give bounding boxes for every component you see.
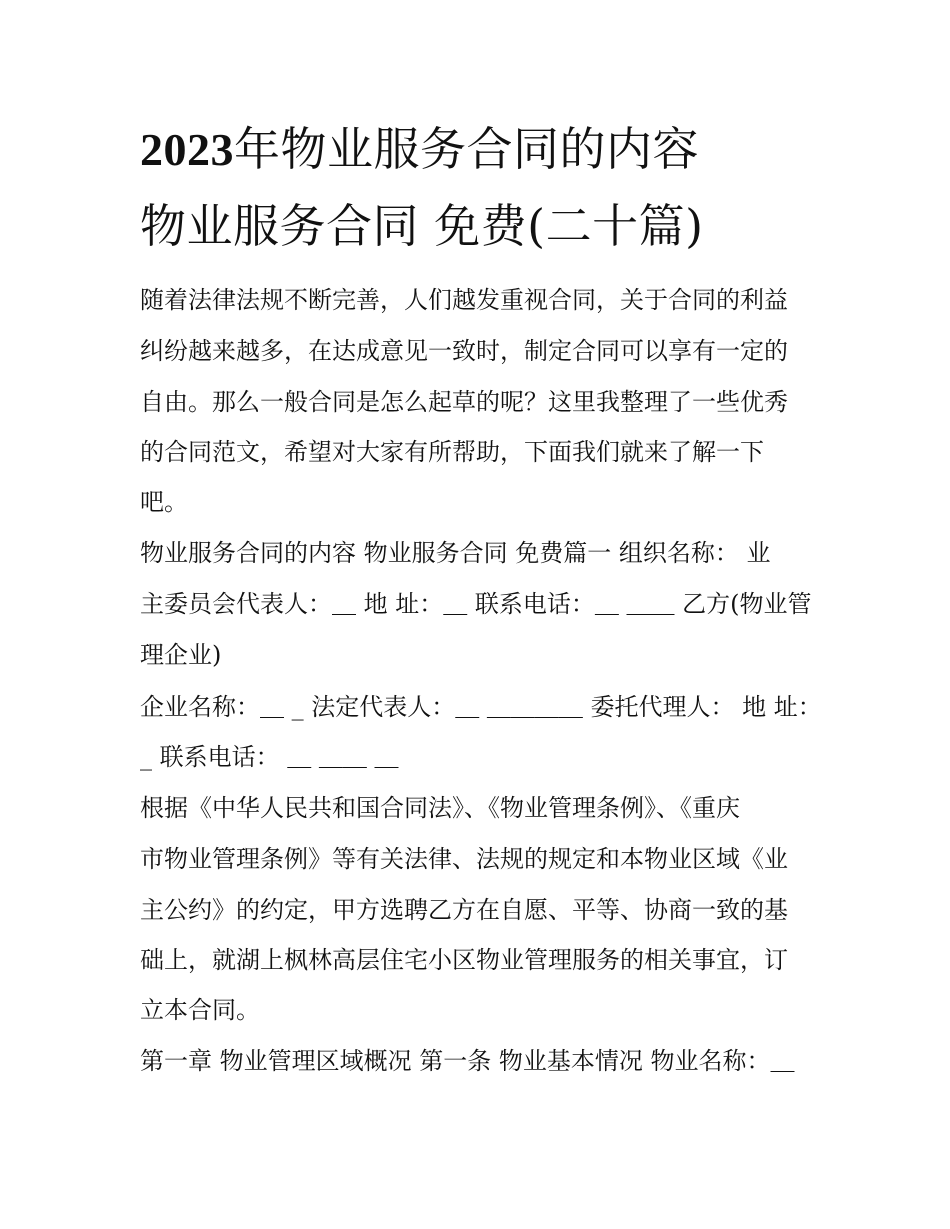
- text-line: 的合同范文，希望对大家有所帮助，下面我们就来了解一下: [140, 438, 764, 466]
- text-line: 吧。: [140, 488, 188, 516]
- text-line: 企业名称：＿ _ 法定代表人：＿ ＿＿＿＿ 委托代理人： 地 址：: [140, 693, 822, 721]
- text-line: 第一章 物业管理区域概况 第一条 物业基本情况 物业名称：＿: [140, 1047, 795, 1075]
- text-line: 物业服务合同的内容 物业服务合同 免费篇一 组织名称： 业: [140, 539, 771, 567]
- text-line: 理企业): [140, 641, 222, 669]
- text-line: 根据《中华人民共和国合同法》、《物业管理条例》、《重庆: [140, 794, 740, 822]
- text-line: _ 联系电话： ＿ ＿＿ ＿: [140, 743, 399, 771]
- text-line: 础上，就湖上枫林高层住宅小区物业管理服务的相关事宜，订: [140, 946, 788, 974]
- title-year: 2023: [140, 124, 234, 175]
- text-line: 主委员会代表人：＿ 地 址：＿ 联系电话：＿ ＿＿ 乙方(物业管: [140, 590, 812, 618]
- text-line: 自由。那么一般合同是怎么起草的呢？这里我整理了一些优秀: [140, 388, 788, 416]
- text-line: 立本合同。: [140, 996, 260, 1024]
- text-line: 主公约》的约定，甲方选聘乙方在自愿、平等、协商一致的基: [140, 896, 788, 924]
- document-title-line-2: 物业服务合同 免费(二十篇): [140, 199, 704, 253]
- text-line: 纠纷越来越多，在达成意见一致时，制定合同可以享有一定的: [140, 337, 788, 365]
- title-line-1-text: 年物业服务合同的内容: [234, 122, 699, 176]
- text-line: 市物业管理条例》等有关法律、法规的规定和本物业区域《业: [140, 845, 788, 873]
- text-line: 随着法律法规不断完善，人们越发重视合同，关于合同的利益: [140, 286, 788, 314]
- document-title-line-1: [140, 122, 840, 176]
